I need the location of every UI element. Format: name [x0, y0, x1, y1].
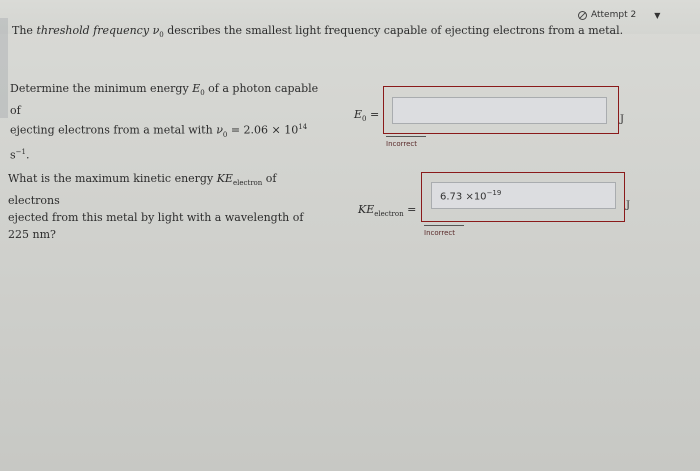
unit-2-label: J [626, 200, 631, 211]
energy-label: $E_0$ = [354, 108, 380, 124]
attempt-label: Attempt 2 [591, 10, 637, 20]
question-1-text: Determine the minimum energy $E_0$ of a photon capable of ejecting electrons from a metal with $\nu_0 = 2.06 \times 10^{14}$ $s^{-1}$. [10, 82, 319, 162]
intro-text: The threshold frequency $\nu_0$ describes the smallest light frequency capable of ejecting electrons from a metal. [12, 24, 624, 40]
question-2-text: What is the maximum kinetic energy $KE_{electron}$ of electrons ejected from this metal by light with a wavelength of 225 nm? [8, 172, 304, 242]
no-entry-icon [578, 11, 587, 20]
side-strip [0, 18, 8, 118]
kinetic-energy-label: $KE_{electron}$ = [358, 203, 417, 219]
answer-2-input[interactable]: $6.73 \times 10^{-19}$ [431, 182, 616, 209]
status-2-incorrect: Incorrect [424, 229, 456, 237]
attempt-selector[interactable] [578, 10, 660, 20]
term-emphasis: threshold frequency [36, 24, 150, 37]
status-1-incorrect: Incorrect [386, 140, 418, 148]
unit-1-label: J [620, 114, 625, 125]
chevron-down-icon[interactable]: ▼ [654, 10, 661, 20]
answer-1-input[interactable] [392, 97, 607, 124]
